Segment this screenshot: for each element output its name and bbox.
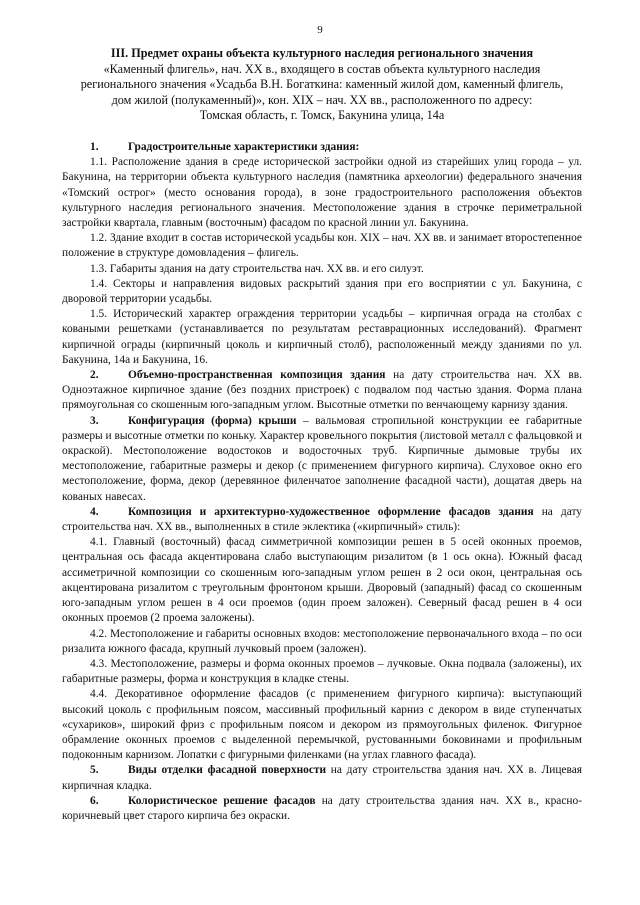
section-2-text: на дату строительства нач. XX вв. Одноэтажное кирпичное здание (без поздних пристроек) с подвалом под частью здания. Форма плана прямоугольная со скошенным юго-западным углом. Высотные отметки по венчающему карнизу здания. <box>62 369 582 412</box>
heading-address: Томская область, г. Томск, Бакунина улица, 14а <box>199 108 445 123</box>
section-6-title: Колористическое решение фасадов <box>128 794 316 807</box>
section-1-heading <box>62 140 582 155</box>
section-4 <box>62 505 582 535</box>
paragraph-1-3: 1.3. Габариты здания на дату строительства нач. XX вв. и его силуэт. <box>90 262 424 275</box>
section-5-number: 5. <box>90 764 99 777</box>
paragraph-1-2: 1.2. Здание входит в состав исторической усадьбы кон. XIX – нач. XX вв. и занимает второстепенное положение в структуре домовладения – флигель. <box>62 232 582 260</box>
paragraph-4-4: 4.4. Декоративное оформление фасадов (с применением фигурного кирпича): выступающий высокий цоколь с профильным поясом, массивный профильный карниз с декором в виде ступенчатых «сухариков», широкий фриз с профильным поясом и декором из прямоугольных филенок. Фигурное обрамление оконных проемов с выделенной перемычкой, рустованными боковинами и профильным подоконным карнизом. Лопатки с фигурными филенками (на углах главного фасада). <box>62 688 582 762</box>
heading-line-2: «Каменный флигель», нач. XX в., входящего в состав объекта культурного наследия <box>103 61 541 76</box>
section-4-title: Композиция и архитектурно-художественное оформление фасадов здания <box>128 505 534 518</box>
section-1-number: 1. <box>90 141 99 153</box>
paragraph-1-5: 1.5. Исторический характер ограждения территории усадьбы – кирпичная ограда на столбах с коваными решетками (устанавливается по результатам реставрационных исследований). Фрагмент кирпичной ограды (кирпичный цоколь и кирпичный столб), расположенный между зданиями по ул. Бакунина, 14а и Бакунина, 16. <box>62 308 582 366</box>
heading-line-3: регионального значения «Усадьба В.Н. Богаткина: каменный жилой дом, каменный флигель, <box>80 77 564 92</box>
section-3-title: Конфигурация (форма) крыши <box>128 414 297 427</box>
paragraph-1-1: 1.1. Расположение здания в среде исторической застройки одной из старейших улиц города – ул. Бакунина, на территории объекта культурного наследия (памятника археологии) федерального значения «Томский острог» (место основания города), в зоне градостроительного расположения объектов культурного наследия регионального значения. Местоположение здания в строчке периметральной застройки квартала, главным (восточным) фасадом по красной линии ул. Бакунина. <box>62 156 582 230</box>
section-4-text: на дату строительства нач. XX вв., выполненных в стиле эклектика («кирпичный» стиль): <box>62 505 582 534</box>
section-6-number: 6. <box>90 794 99 807</box>
heading-line-4: дом жилой (полукаменный)», кон. XIX – нач. XX вв., расположенного по адресу: <box>111 92 533 107</box>
document-body <box>62 140 582 824</box>
paragraph-1-4: 1.4. Секторы и направления видовых раскрытий здания при его восприятии с ул. Бакунина, с дворовой территории усадьбы. <box>62 277 582 306</box>
section-5-text: на дату строительства здания нач. XX в. Лицевая кирпичная кладка. <box>62 764 583 792</box>
section-2-title: Объемно-пространственная композиция здания <box>128 369 386 382</box>
section-3-number: 3. <box>90 414 99 427</box>
section-5 <box>62 763 582 793</box>
section-3-text: – вальмовая стропильной конструкции ее габаритные размеры и высотные отметки по коньку. Характер кровельного покрытия (листовой металл с фальцовкой и окраской). Местоположение водостоков и водосточных труб. Кирпичные дымовые трубы их местоположение, габаритные размеры и декор (с применением фигурного кирпича). Слуховое окно его местоположение, форма, декор (деревянное филенчатое заполнение фасадной части), дощатая дверь на кованых навесах. <box>62 414 582 503</box>
section-5-title: Виды отделки фасадной поверхности <box>128 764 327 777</box>
page-number: 9 <box>317 24 323 36</box>
paragraph-4-3: 4.3. Местоположение, размеры и форма оконных проемов – лучковые. Окна подвала (заложены), их габаритные размеры, форма и конструкция в кладке стены. <box>62 657 582 686</box>
section-1-title: Градостроительные характеристики здания: <box>128 141 360 153</box>
section-4-number: 4. <box>90 505 99 518</box>
section-heading <box>62 46 582 124</box>
heading-title: III. Предмет охраны объекта культурного наследия регионального значения <box>110 46 534 60</box>
section-6-text: на дату строительства здания нач. XX в., красно-коричневый цвет старого кирпича без окраски. <box>62 794 582 822</box>
section-2 <box>62 368 582 414</box>
paragraph-4-1: 4.1. Главный (восточный) фасад симметричной композиции решен в 5 осей оконных проемов, центральная ось фасада акцентирована слабо выступающим ризалитом (в 1 ось окна). Южный фасад ассиметричной композиции со скошенным юго-западным углом решен в 2 оси окон, центральная ось акцентирована ризалитом с треугольным фронтоном крыши. Дворовый (западный) фасад со скошенным юго-западным углом решен в 4 оси проемов (один проем заложен). Северный фасад решен в 4 оси оконных проемов (2 проема заложены). <box>62 536 582 625</box>
section-2-number: 2. <box>90 369 99 382</box>
paragraph-4-2: 4.2. Местоположение и габариты основных входов: местоположение первоначального входа – по оси ризалита южного фасада, крупный лучковый проем (заложен). <box>62 627 582 655</box>
section-6 <box>62 794 582 824</box>
section-3 <box>62 414 582 505</box>
